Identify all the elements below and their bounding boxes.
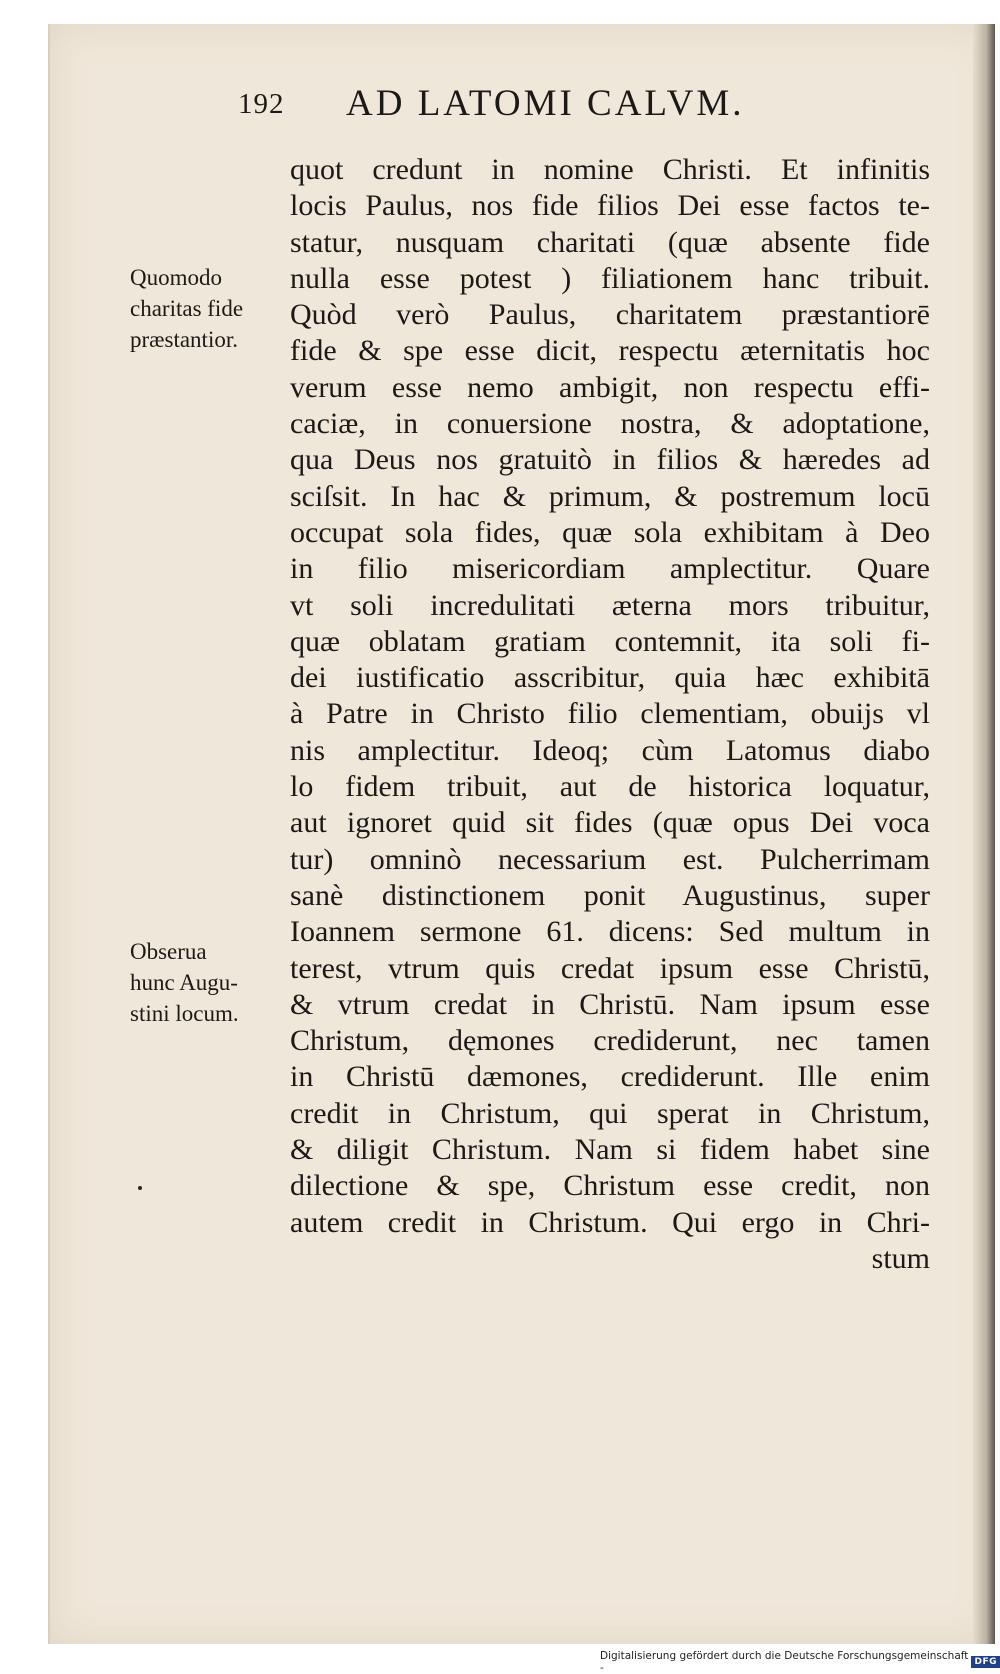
text-line: in Christū dæmones, crediderunt. Ille enim (290, 1060, 930, 1094)
marginal-line: hunc Augu- (130, 970, 238, 995)
text-line: occupat sola fides, quæ sola exhibitam à Deo (290, 515, 930, 549)
text-line: credit in Christum, qui sperat in Christum, (290, 1096, 930, 1130)
text-line: quot credunt in nomine Christi. Et infinitis (290, 153, 930, 186)
running-head: AD LATOMI CALVM. (346, 83, 745, 124)
text-line: Ioannem sermone 61. dicens: Sed multum in (290, 915, 930, 949)
book-gutter (973, 24, 995, 1644)
text-line: statur, nusquam charitati (quæ absente fide (290, 225, 930, 259)
text-line: aut ignoret quid sit fides (quæ opus Dei voca (290, 806, 930, 840)
text-line: verum esse nemo ambigit, non respectu effi- (290, 370, 930, 404)
text-line: locis Paulus, nos fide filios Dei esse factos te- (290, 189, 930, 223)
text-line: & vtrum credat in Christū. Nam ipsum esse (290, 987, 930, 1021)
text-line: fide & spe esse dicit, respectu æternitatis hoc (290, 334, 930, 368)
page-number: 192 (238, 88, 285, 120)
page-header (238, 82, 878, 132)
marginal-line: præstantior. (130, 327, 238, 352)
text-line: terest, vtrum quis credat ipsum esse Christū, (290, 951, 930, 985)
text-line: à Patre in Christo filio clementiam, obuijs vl (290, 697, 930, 731)
text-line: dei iustificatio asscribitur, quia hæc exhibitā (290, 661, 930, 695)
digitization-footer (600, 1650, 1000, 1674)
marginal-line: stini locum. (130, 1001, 239, 1026)
ink-speck (138, 1186, 142, 1190)
text-line: caciæ, in conuersione nostra, & adoptatione, (290, 407, 930, 441)
text-line: tur) omninò necessarium est. Pulcherrimam (290, 842, 930, 876)
marginal-line: Obserua (130, 939, 207, 964)
text-line: lo fidem tribuit, aut de historica loquatur, (290, 770, 930, 804)
text-line: nis amplectitur. Ideoq; cùm Latomus diabo (290, 733, 930, 767)
text-line: & diligit Christum. Nam si fidem habet sine (290, 1133, 930, 1167)
text-line: Christum, dęmones crediderunt, nec tamen (290, 1024, 930, 1058)
text-line: quæ oblatam gratiam contemnit, ita soli fi- (290, 624, 930, 658)
text-line: Quòd verò Paulus, charitatem præstantiorē (290, 298, 930, 332)
marginal-note-charity (130, 262, 243, 355)
text-line: sciſsit. In hac & primum, & postremum locū (290, 479, 930, 513)
text-line: qua Deus nos gratuitò in filios & hæredes ad (290, 443, 930, 477)
text-line: dilectione & spe, Christum esse credit, non (290, 1169, 930, 1203)
text-line: in filio misericordiam amplectitur. Quare (290, 552, 930, 586)
dfg-logo: DFG (971, 1656, 1000, 1668)
text-line: sanè distinctionem ponit Augustinus, super (290, 878, 930, 912)
text-line: autem credit in Christum. Qui ergo in Chri- (290, 1205, 930, 1239)
marginal-line: charitas fide (130, 296, 244, 321)
catchword: stum (871, 1241, 930, 1275)
funding-credit: Digitalisierung gefördert durch die Deutsche Forschungsgemeinschaft - (600, 1650, 969, 1674)
text-line: nulla esse potest ) filiationem hanc tribuit. (290, 261, 930, 295)
marginal-line: Quomodo (130, 265, 222, 290)
main-text-block (290, 152, 930, 1277)
text-line: vt soli incredulitati æterna mors tribuitur, (290, 588, 930, 622)
marginal-note-augustine (130, 936, 239, 1029)
